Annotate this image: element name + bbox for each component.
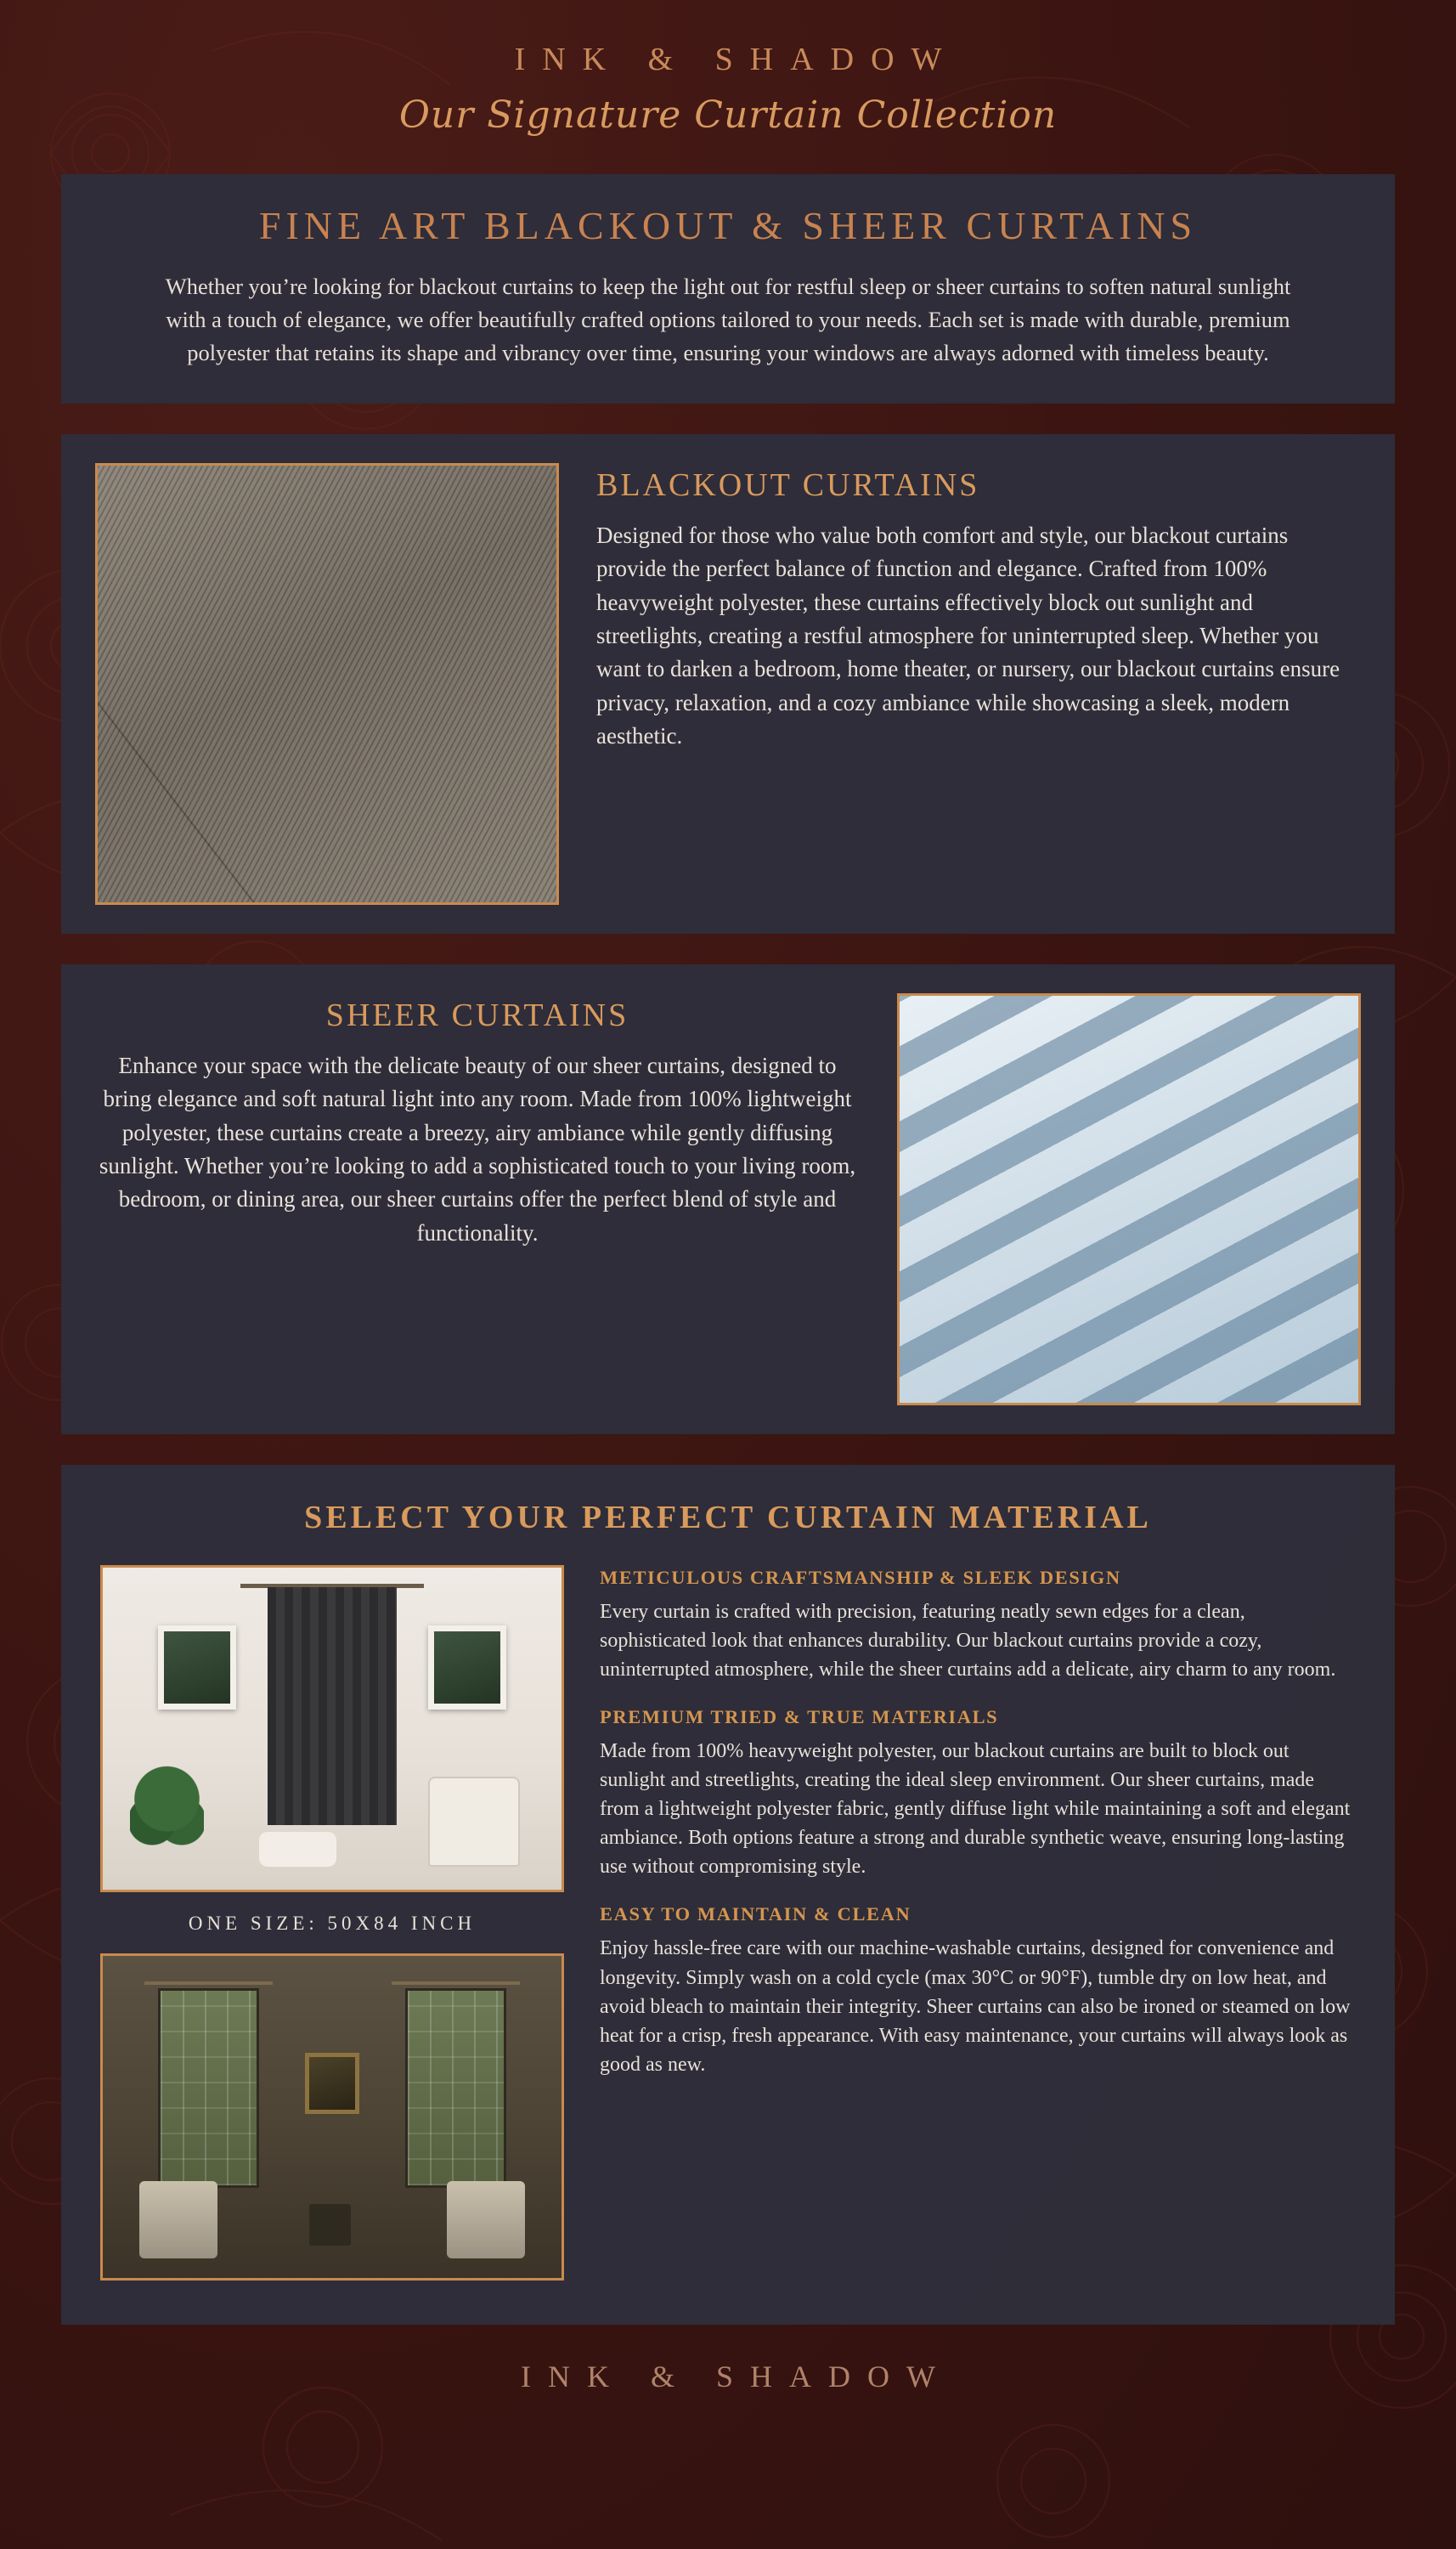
sheer-fabric-image <box>897 993 1361 1405</box>
blackout-fabric-image <box>95 463 559 905</box>
blackout-curtains-heading: BLACKOUT CURTAINS <box>596 466 980 503</box>
collection-subtitle: Our Signature Curtain Collection <box>398 93 1058 137</box>
brand-name-bottom: INK & SHADOW <box>521 2359 952 2394</box>
sheer-curtains-heading: SHEER CURTAINS <box>325 997 629 1033</box>
feature-craftsmanship-text: Every curtain is crafted with precision, featuring neatly sewn edges for a clean, sophisticated look that enhances durability. Our blackout curtains provide a cozy, uninterrupted atmosphere, while the sheer curtains add a delicate, airy charm to any room. <box>600 1600 1336 1681</box>
sheer-curtains-block <box>61 964 1395 1434</box>
intro-paragraph: Whether you’re looking for blackout curtains to keep the light out for restful sleep or sheer curtains to soften natural sunlight with a touch of elegance, we offer beautifully crafted options tailored to your needs. Each set is made with durable, premium polyester that retains its shape and vibrancy over time, ensuring your windows are always adorned with timeless beauty. <box>165 274 1291 365</box>
blackout-room-image <box>100 1565 564 1892</box>
blackout-curtains-text: Designed for those who value both comfort and style, our blackout curtains provide the perfect balance of function and elegance. Crafted from 100% heavyweight polyester, these curtains effectively block out sunlight and streetlights, creating a restful atmosphere for uninterrupted sleep. Whether you want to darken a bedroom, home theater, or nursery, our blackout curtains ensure privacy, relaxation, and a cozy ambiance while showcasing a sleek, modern aesthetic. <box>596 522 1340 749</box>
feature-materials <box>600 1706 1356 1881</box>
brand-name-top: INK & SHADOW <box>514 42 959 77</box>
sheer-curtains-text: Enhance your space with the delicate beauty of our sheer curtains, designed to bring elegance and soft natural light into any room. Made from 100% lightweight polyester, these curtains create a breezy, airy ambiance while gently diffusing sunlight. Whether you’re looking to add a sophisticated touch to your living room, bedroom, or dining area, our sheer curtains offer the perfect blend of style and functionality. <box>99 1052 856 1246</box>
page-title: FINE ART BLACKOUT & SHEER CURTAINS <box>258 204 1198 247</box>
feature-maintenance-title: EASY TO MAINTAIN & CLEAN <box>600 1903 911 1925</box>
feature-maintenance <box>600 1903 1356 2078</box>
size-label: ONE SIZE: 50X84 INCH <box>188 1912 477 1934</box>
blackout-curtains-block <box>61 434 1395 934</box>
feature-maintenance-text: Enjoy hassle-free care with our machine-washable curtains, designed for convenience and longevity. Simply wash on a cold cycle (max 30°C or 90°F), tumble dry on low heat, and avoid bleach to maintain their integrity. Sheer curtains can also be ironed or steamed on low heat for a crisp, fresh appearance. With easy maintenance, your curtains will always look as good as new. <box>600 1937 1351 2076</box>
material-selection-panel <box>61 1465 1395 2325</box>
material-selection-heading: SELECT YOUR PERFECT CURTAIN MATERIAL <box>304 1499 1152 1535</box>
feature-materials-title: PREMIUM TRIED & TRUE MATERIALS <box>600 1706 999 1728</box>
feature-craftsmanship <box>600 1567 1356 1684</box>
intro-panel <box>61 174 1395 404</box>
material-images-column <box>100 1565 564 2281</box>
feature-materials-text: Made from 100% heavyweight polyester, our blackout curtains are built to block out sunlight and streetlights, creating the ideal sleep environment. Our sheer curtains, made from a lightweight polyester fabric, gently diffuse light while maintaining a soft and elegant ambiance. Both options feature a strong and durable synthetic weave, ensuring long-lasting use without compromising style. <box>600 1740 1351 1879</box>
sheer-room-image <box>100 1953 564 2281</box>
features-column <box>600 1565 1356 2101</box>
feature-craftsmanship-title: METICULOUS CRAFTSMANSHIP & SLEEK DESIGN <box>600 1566 1121 1588</box>
